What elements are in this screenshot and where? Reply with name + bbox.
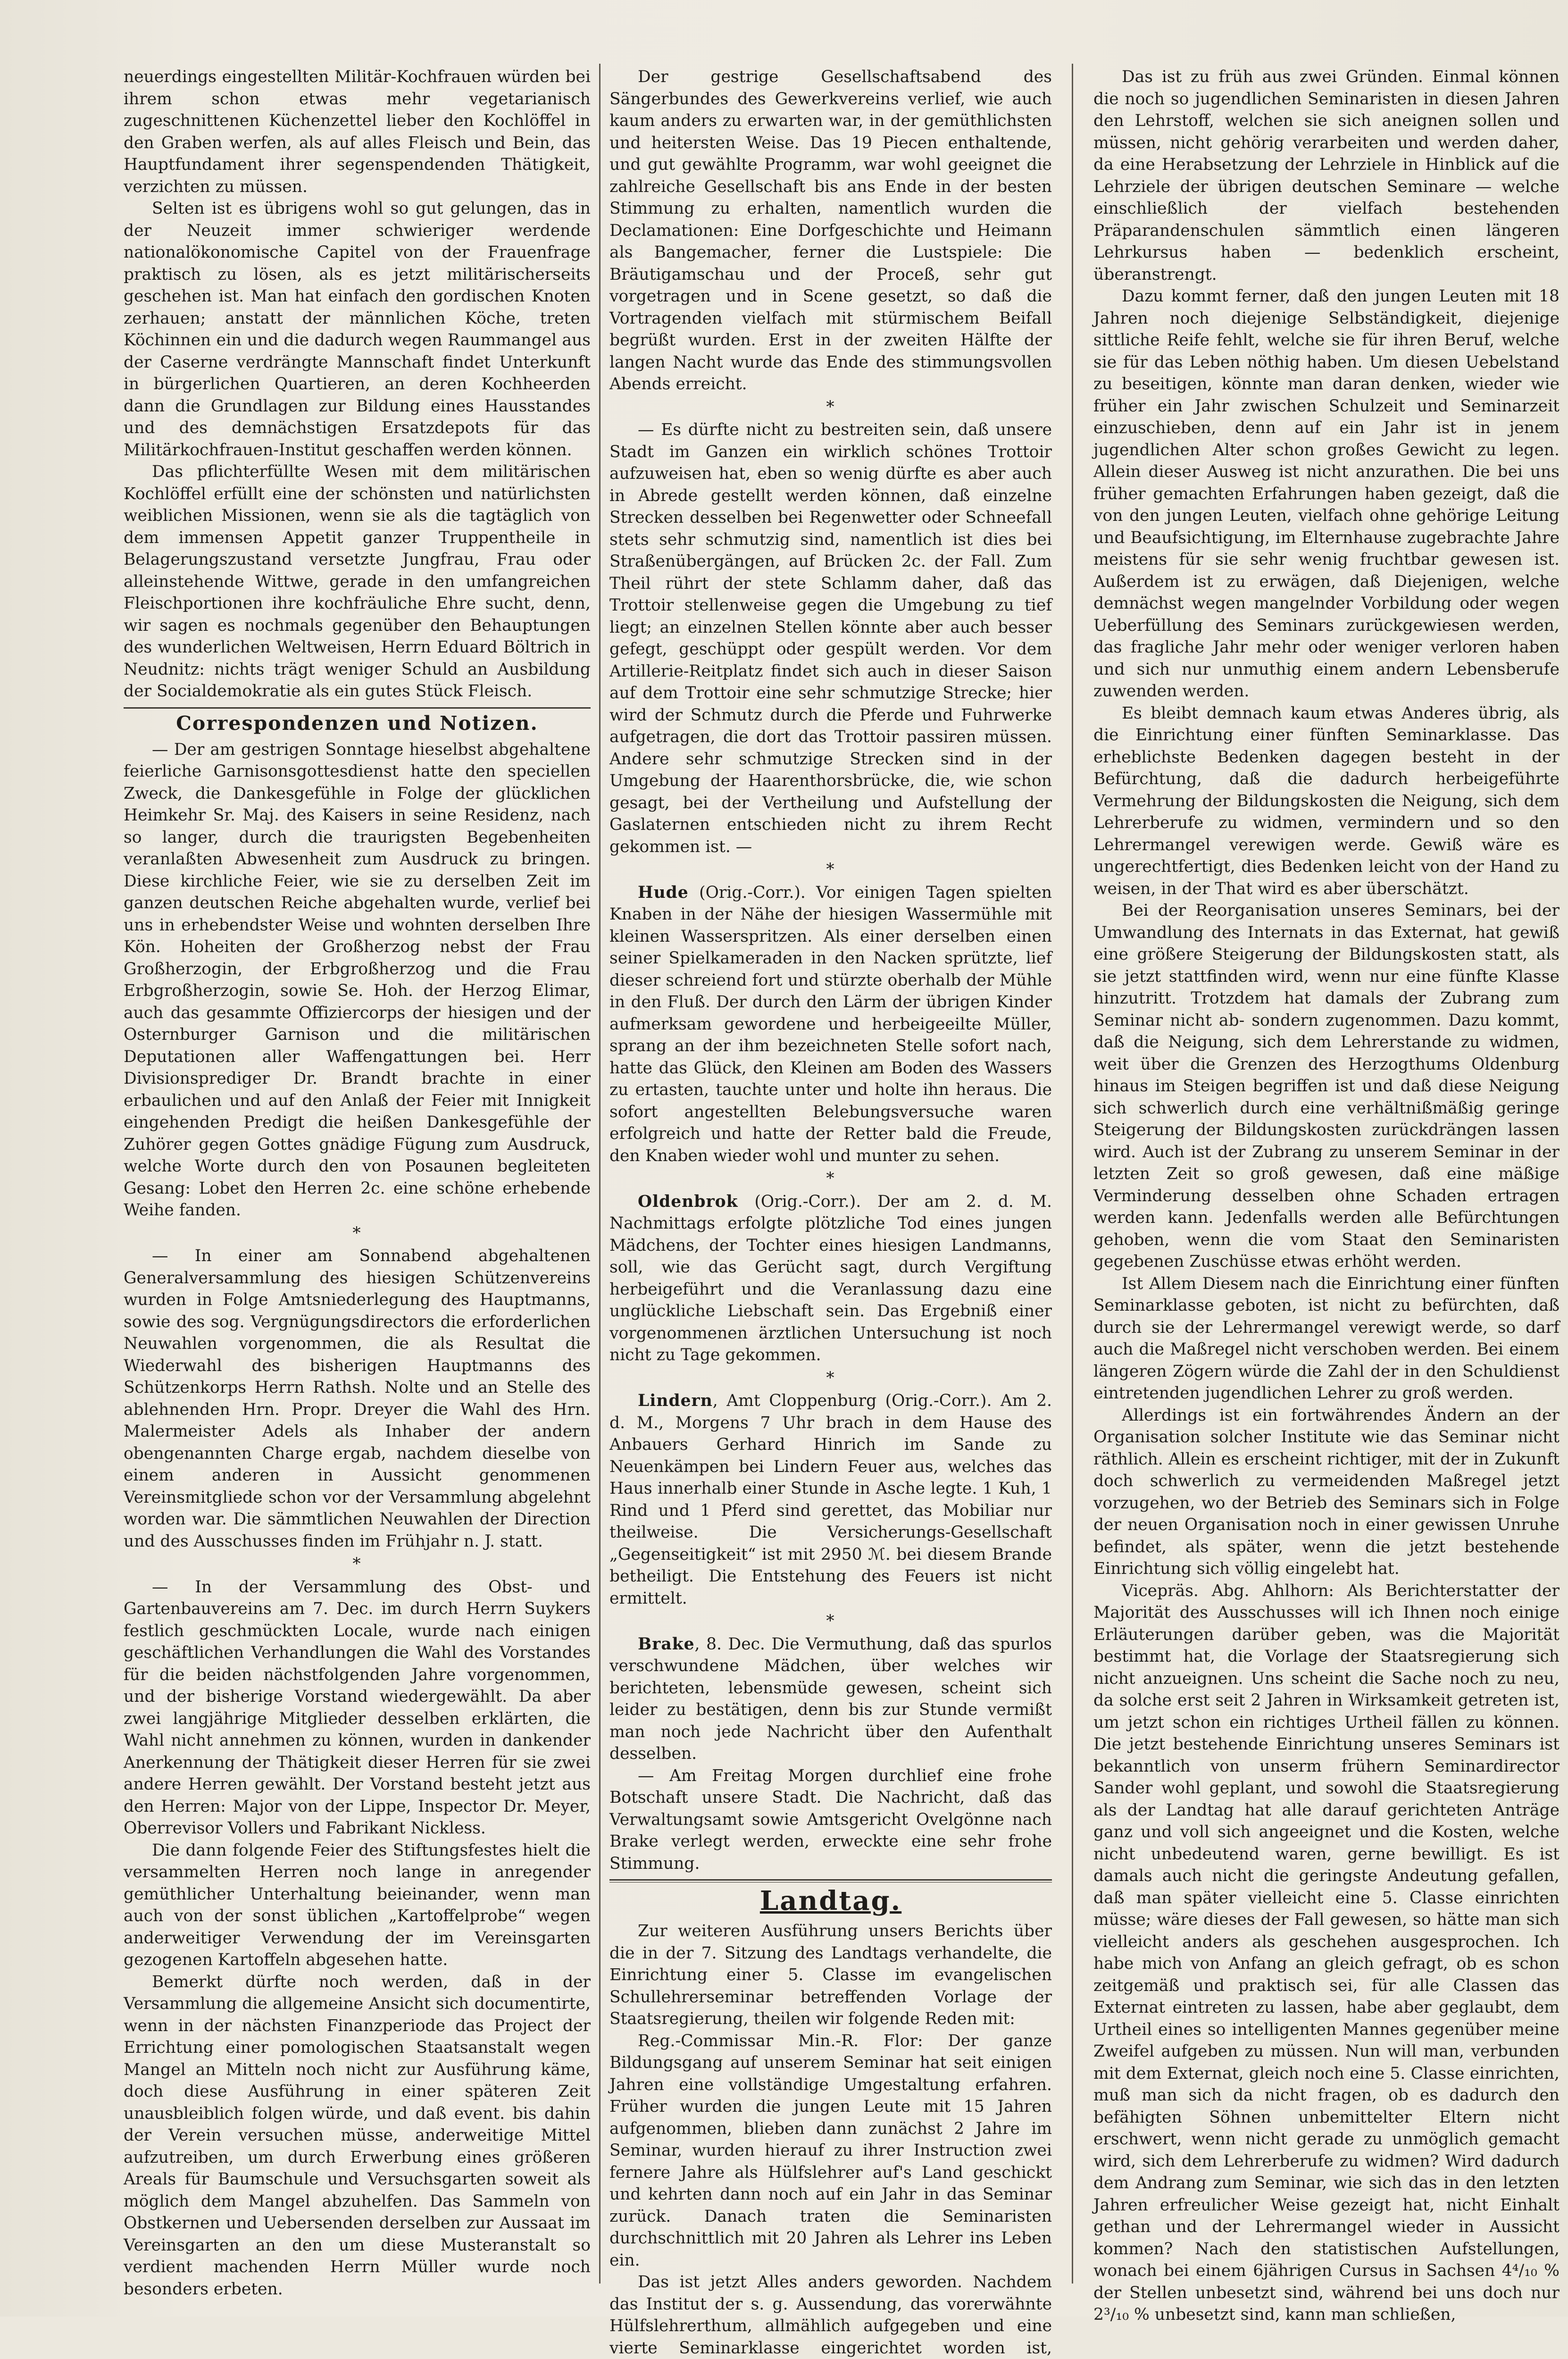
- section-heading: Correspondenzen und Notizen.: [176, 711, 538, 735]
- article-paragraph: Ist Allem Diesem nach die Einrichtung einer fünften Seminarklasse geboten, ist nicht zu befürchten, daß durch sie der Lehrermangel verewigt werde, so darf auch die Maßregel nicht verschoben werden. Bei einem längeren Zögern würde die Zahl der in den Schuldienst eintretenden jugendlichen Lehrer zu groß werden.: [1093, 1274, 1560, 1403]
- separator-asterisk: *: [826, 1612, 835, 1631]
- dateline-place: Hude: [638, 883, 689, 902]
- section-divider: [124, 707, 591, 709]
- article-paragraph: Dazu kommt ferner, daß den jungen Leuten mit 18 Jahren noch diejenige Selbständigkeit, diejenige sittliche Reife fehlt, welche sie für ihren Beruf, welche sie für das Leben nöthig haben. Um diesen Uebelstand zu beseitigen, könnte man daran denken, wieder wie früher ein Jahr zwischen Schulzeit und Seminarzeit einzuschieben, denn auf ein Jahr ist in jenem jugendlichen Alter schon großes Gewicht zu legen. Allein dieser Ausweg ist nicht anzurathen. Die bei uns früher gemachten Erfahrungen haben gezeigt, daß die von den jungen Leuten, vielfach ohne gehörige Leitung und Beaufsichtigung, im Elternhause zugebrachte Jahre meistens für sie sehr wenig fruchtbar gewesen ist. Außerdem ist zu erwägen, daß Diejenigen, welche demnächst wegen mangelnder Vorbildung oder wegen Ueberfüllung des Seminars zurückgewiesen werden, das fragliche Jahr mehr oder weniger verloren haben und sich nur unmuthig einem andern Lebensberufe zuwenden werden.: [1093, 287, 1560, 701]
- article-paragraph: Vicepräs. Abg. Ahlhorn: Als Berichterstatter der Majorität des Ausschusses will ich Ihnen noch einige Erläuterungen darüber geben, was die Majorität bestimmt hat, die Vorlage der Staatsregierung sich nicht anzueignen. Uns scheint die Sache noch zu neu, da solche erst seit 2 Jahren in Wirksamkeit getreten ist, um jetzt schon ein richtiges Urtheil fällen zu können. Die jetzt bestehende Einrichtung unseres Seminars ist bekanntlich von unserm frühern Seminardirector Sander wohl geplant, und sowohl die Staatsregierung als der Landtag hat alle darauf gerichteten Anträge ganz und voll sich angeeignet und die Kosten, welche nicht unbedeutend waren, gerne bewilligt. Es ist damals auch nicht die geringste Andeutung gefallen, daß man später vielleicht eine 5. Classe einrichten müsse; wäre dieses der Fall gewesen, so hätte man sich vielleicht anders als geschehen ausgesprochen. Ich habe mich von Anfang an gleich gefragt, ob es schon zeitgemäß und praktisch sei, für alle Classen das Externat eintreten zu lassen, habe aber geglaubt, dem Urtheil eines so intelligenten Mannes gegenüber meine Zweifel aufgeben zu müssen. Nun will man, verbunden mit dem Externat, gleich noch eine 5. Classe einrichten, muß man sich da nicht fragen, ob es dadurch den befähigten Söhnen unbemittelter Eltern nicht erschwert, wenn nicht gerade zu unmöglich gemacht wird, sich dem Lehrerberufe zu widmen? Wird dadurch dem Andrang zum Seminar, wie sich das in den letzten Jahren erfreulicher Weise gezeigt hat, nicht Einhalt gethan und der Lehrermangel wieder in Aussicht kommen? Nach den statistischen Aufstellungen, wonach bei einem 6jährigen Cursus in Sachsen 4⁴/₁₀ % der Stellen unbesetzt sind, während bei uns doch nur 2³/₁₀ % unbesetzt sind, kann man schließen,: [1093, 1581, 1560, 2324]
- separator-asterisk: *: [826, 397, 835, 417]
- column-rule-left: [599, 64, 601, 2284]
- separator-asterisk: *: [826, 1169, 835, 1188]
- dateline-place: Brake: [638, 1634, 695, 1654]
- column-rule-right: [1072, 64, 1073, 2284]
- dateline-place: Lindern: [638, 1391, 713, 1410]
- news-item: — Am Freitag Morgen durchlief eine frohe Botschaft unsere Stadt. Die Nachricht, daß das Verwaltungsamt sowie Amtsgericht Ovelgönne nach Brake verlegt werden, erweckte eine sehr frohe Stimmung.: [609, 1766, 1052, 1873]
- column-left: [124, 66, 591, 2299]
- news-item: — Der am gestrigen Sonntage hieselbst abgehaltene feierliche Garnisonsgottesdienst hatte den speciellen Zweck, die Dankesgefühle in Folge der glücklichen Heimkehr Sr. Maj. des Kaisers in seine Residenz, nach so langer, durch die traurigsten Begebenheiten veranlaßten Abwesenheit zum Ausdruck zu bringen. Diese kirchliche Feier, wie sie zu derselben Zeit im ganzen deutschen Reiche abgehalten wurde, verlief bei uns in erhebendster Weise und wohnten derselben Ihre Kön. Hoheiten der Großherzog nebst der Frau Großherzogin, der Erbgroßherzog und die Frau Erbgroßherzogin, sowie Se. Hoh. der Herzog Elimar, auch das gesammte Offiziercorps der hiesigen und der Osternburger Garnison und die militärischen Deputationen aller Waffengattungen bei. Herr Divisionsprediger Dr. Brandt brachte in einer erbaulichen und auf den Anlaß der Feier mit Innigkeit eingehenden Predigt die heißen Dankesgefühle der Zuhörer gegen Gottes gnädige Fügung zum Ausdruck, welche Worte durch den von Posaunen begleiteten Gesang: Lobet den Herren 2c. eine schöne erhebende Weihe fanden.: [124, 740, 591, 1220]
- news-item: — Es dürfte nicht zu bestreiten sein, daß unsere Stadt im Ganzen ein wirklich schönes Trottoir aufzuweisen hat, eben so wenig dürfte es aber auch in Abrede gestellt werden können, daß einzelne Strecken desselben bei Regenwetter oder Schneefall stets sehr schmutzig sind, namentlich ist dies bei Straßenübergängen, auf Brücken 2c. der Fall. Zum Theil rührt der stete Schlamm daher, daß das Trottoir stellenweise gegen die Umgebung zu tief liegt; an einzelnen Stellen könnte aber auch besser gefegt, geschüppt oder gespült werden. Vor dem Artillerie-Reitplatz findet sich auch in dieser Saison auf dem Trottoir eine sehr schmutzige Strecke; hier wird der Schmutz durch die Pferde und Fuhrwerke aufgetragen, die dort das Trottoir passiren müssen. Andere sehr schmutzige Strecken sind in der Umgebung der Haarenthorsbrücke, die, wie schon gesagt, bei der Vertheilung und Aufstellung der Gaslaternen entschieden nicht zu ihrem Recht gekommen ist. —: [609, 420, 1052, 856]
- news-item: Die dann folgende Feier des Stiftungsfestes hielt die versammelten Herren noch lange in anregender gemüthlicher Unterhaltung beieinander, wenn man auch von der sonst üblichen „Kartoffelprobe“ wegen anderweitiger Verwendung der im Vereinsgarten gezogenen Kartoffeln abgesehen hatte.: [124, 1840, 591, 1969]
- news-item: Bemerkt dürfte noch werden, daß in der Versammlung die allgemeine Ansicht sich documentirte, wenn in der nächsten Finanzperiode das Project der Errichtung einer pomologischen Staatsanstalt wegen Mangel an Mitteln noch nicht zur Ausführung käme, doch diese Ausführung in einer späteren Zeit unausbleiblich folgen würde, und daß event. bis dahin der Verein versuchen müsse, anderweitige Mittel aufzutreiben, um durch Erwerbung eines größeren Areals für Baumschule und Versuchsgarten soweit als möglich dem Mangel abzuhelfen. Das Sammeln von Obstkernen und Uebersenden derselben zur Aussaat im Vereinsgarten an den um diese Musteranstalt so verdient machenden Herrn Müller wurde noch besonders erbeten.: [124, 1972, 591, 2299]
- article-paragraph: neuerdings eingestellten Militär-Kochfrauen würden bei ihrem schon etwas mehr vegetarianisch zugeschnittenen Küchenzettel lieber den Kochlöffel in den Graben werfen, als auf alles Fleisch und Bein, das Hauptfundament ihrer segenspendenden Thätigkeit, verzichten zu müssen.: [124, 67, 591, 196]
- news-item: — In einer am Sonnabend abgehaltenen Generalversammlung des hiesigen Schützenvereins wurden in Folge Amtsniederlegung des Hauptmanns, sowie des sog. Vergnügungsdirectors die erforderlichen Neuwahlen vorgenommen, die als Resultat die Wiederwahl des bisherigen Hauptmanns des Schützenkorps Herrn Rathsh. Nolte und an Stelle des ablehnenden Hrn. Propr. Dreyer die Wahl des Hrn. Malermeister Adels als Inhaber der andern obengenannten Charge ergab, nachdem dieselbe von einem anderen in Aussicht genommenen Vereinsmitgliede schon vor der Versammlung abgelehnt worden war. Die sämmtlichen Neuwahlen der Direction und des Ausschusses finden im Frühjahr n. J. statt.: [124, 1246, 591, 1551]
- news-item: — In der Versammlung des Obst- und Gartenbauvereins am 7. Dec. im durch Herrn Suykers festlich geschmückten Locale, wurde nach einigen geschäftlichen Verhandlungen die Wahl des Vorstandes für die beiden nächstfolgenden Jahre vorgenommen, und der bisherige Vorstand wiedergewählt. Da aber zwei langjährige Mitglieder desselben erklärten, die Wahl nicht annehmen zu können, wurden in dankender Anerkennung der Thätigkeit dieser Herren für sie zwei andere Herren gewählt. Der Vorstand besteht jetzt aus den Herren: Major von der Lippe, Inspector Dr. Meyer, Oberrevisor Vollers und Fabrikant Nickless.: [124, 1577, 591, 1838]
- separator-asterisk: *: [826, 1368, 835, 1388]
- column-right: [1093, 66, 1560, 2324]
- news-text: , Amt Cloppenburg (Orig.-Corr.). Am 2. d. M., Morgens 7 Uhr brach in dem Hause des Anbauers Gerhard Hinrich im Sande zu Neuenkämpen bei Lindern Feuer aus, welches das Haus innerhalb einer Stunde in Asche legte. 1 Kuh, 1 Rind und 1 Pferd sind gerettet, das Mobiliar nur theilweise. Die Versicherungs-Gesellschaft „Gegenseitigkeit“ ist mit 2950 ℳ. bei diesem Brande betheiligt. Die Entstehung des Feuers ist nicht ermittelt.: [609, 1391, 1052, 1608]
- article-paragraph: Es bleibt demnach kaum etwas Anderes übrig, als die Einrichtung einer fünften Seminarklasse. Das erheblichste Bedenken dagegen besteht in der Befürchtung, daß die dadurch herbeigeführte Vermehrung der Bildungskosten die Neigung, sich dem Lehrerberufe zu widmen, vermindern und so den Lehrermangel verewigen werde. Gewiß wäre es ungerechtfertigt, dies Bedenken leicht von der Hand zu weisen, in der That wird es aber überschätzt.: [1093, 703, 1560, 898]
- article-paragraph: Das pflichterfüllte Wesen mit dem militärischen Kochlöffel erfüllt eine der schönsten und natürlichsten weiblichen Missionen, wenn sie als die tagtäglich von dem immensen Appetit ganzer Truppentheile in Belagerungszustand versetzte Jungfrau, Frau oder alleinstehende Wittwe, gerade in den umfangreichen Fleischportionen ihre kochfräuliche Ehre sucht, denn, wir sagen es nochmals gegenüber den Behauptungen des wunderlichen Weltweisen, Herrn Eduard Böltrich in Neudnitz: nichts trägt weniger Schuld an Ausbildung der Socialdemokratie als ein gutes Stück Fleisch.: [124, 462, 591, 701]
- news-item-brake: [609, 1633, 1052, 1765]
- dateline-place: Oldenbrok: [638, 1192, 738, 1211]
- news-item-lindern: [609, 1390, 1052, 1609]
- separator-asterisk: *: [352, 1555, 362, 1573]
- article-paragraph: Das ist zu früh aus zwei Gründen. Einmal können die noch so jugendlichen Seminaristen in diesen Jahren den Lehrstoff, welchen sie sich aneignen sollen und müssen, nicht gehörig verarbeiten und werden daher, da eine Herabsetzung der Lehrziele in Hinblick auf die Lehrziele der übrigen deutschen Seminare — welche einschließlich der vielfach bestehenden Präparandenschulen sämmtlich einen längeren Lehrkursus haben — bedenklich erscheint, überanstrengt.: [1093, 67, 1560, 284]
- section-divider: [609, 1879, 1052, 1882]
- news-item-hude: [609, 882, 1052, 1167]
- news-item: Der gestrige Gesellschaftsabend des Sängerbundes des Gewerkvereins verlief, wie auch kaum anders zu erwarten war, in der gemüthlichsten und heitersten Weise. Das 19 Piecen enthaltende, und gut gewählte Programm, war wohl geeignet die zahlreiche Gesellschaft bis ans Ende in der besten Stimmung zu erhalten, namentlich wurden die Declamationen: Eine Dorfgeschichte und Heimann als Bangemacher, ferner die Lustspiele: Die Bräutigamschau und der Proceß, sehr gut vorgetragen und in Scene gesetzt, so daß die Vortragenden vielfach mit stürmischem Beifall begrüßt wurden. Erst in der zweiten Hälfte der langen Nacht wurde das Ende des stimmungsvollen Abends erreicht.: [609, 67, 1052, 393]
- article-paragraph: Zur weiteren Ausführung unsers Berichts über die in der 7. Sitzung des Landtags verhandelte, die Einrichtung einer 5. Classe im evangelischen Schullehrerseminar betreffenden Vorlage der Staatsregierung, theilen wir folgende Reden mit:: [609, 1922, 1052, 2028]
- article-paragraph: Bei der Reorganisation unseres Seminars, bei der Umwandlung des Internats in das Externat, hat gewiß eine größere Steigerung der Bildungskosten statt, als sie jetzt stattfinden wird, wenn nur eine fünfte Klasse hinzutritt. Trotzdem hat damals der Zubrang zum Seminar nicht ab- sondern zugenommen. Dazu kommt, daß die Neigung, sich dem Lehrerstande zu widmen, weit über die Grenzen des Herzogthums Oldenburg hinaus im Steigen begriffen ist und daß diese Neigung sich schwerlich durch eine verhältnißmäßig geringe Steigerung der Bildungskosten zurückdrängen lassen wird. Auch ist der Zubrang zu unserem Seminar in der letzten Zeit so groß gewesen, daß eine mäßige Verminderung desselben ohne Schaden ertragen werden kann. Jedenfalls werden alle Befürchtungen gehoben, wenn die vom Staat den Seminaristen gegebenen Zuschüsse etwas erhöht werden.: [1093, 901, 1560, 1271]
- separator-asterisk: *: [352, 1223, 362, 1243]
- article-paragraph: Allerdings ist ein fortwährendes Ändern an der Organisation solcher Institute wie das Seminar nicht räthlich. Allein es erscheint richtiger, mit der in Zukunft doch schwerlich zu vermeidenden Maßregel jetzt vorzugehen, wo der Betrieb des Seminars sich in Folge der neuen Organisation noch in einer gewissen Unruhe befindet, als später, wenn die jetzt bestehende Einrichtung sich völlig eingelebt hat.: [1093, 1405, 1560, 1578]
- news-text: , 8. Dec. Die Vermuthung, daß das spurlos verschwundene Mädchen, über welches wir berichteten, lebensmüde gewesen, scheint sich leider zu bestätigen, denn bis zur Stunde vermißt man noch jede Nachricht über den Aufenthalt desselben.: [609, 1634, 1052, 1763]
- column-middle: [609, 66, 1052, 2358]
- news-text: (Orig.-Corr.). Vor einigen Tagen spielten Knaben in der Nähe der hiesigen Wassermühle mit kleinen Wasserspritzen. Als einer derselben einen seiner Spielkameraden in den Nacken sprützte, lief dieser schreiend fort und stürzte oberhalb der Mühle in den Fluß. Der durch den Lärm der übrigen Kinder aufmerksam gewordene und herbeigeeilte Müller, sprang an der ihm bezeichneten Stelle sofort nach, hatte das Glück, den Kleinen am Boden des Wassers zu ertasten, tauchte unter und holte ihn heraus. Die sofort angestellten Belebungsversuche waren erfolgreich und hatte der Retter bald die Freude, den Knaben wieder wohl und munter zu sehen.: [609, 883, 1052, 1165]
- article-paragraph: Reg.-Commissar Min.-R. Flor: Der ganze Bildungsgang auf unserem Seminar hat seit einigen Jahren eine vollständige Umgestaltung erfahren. Früher wurden die jungen Leute mit 15 Jahren aufgenommen, blieben dann zunächst 2 Jahre im Seminar, wurden hierauf zu ihrer Instruction zwei fernere Jahre als Hülfslehrer auf's Land geschickt und kehrten dann noch auf ein Jahr in das Seminar zurück. Danach traten die Seminaristen durchschnittlich mit 20 Jahren als Lehrer ins Leben ein.: [609, 2031, 1052, 2270]
- article-paragraph: Das ist jetzt Alles anders geworden. Nachdem das Institut der s. g. Aussendung, das vorerwähnte Hülfslehrerthum, allmählich aufgegeben und eine vierte Seminarklasse eingerichtet worden ist,: [609, 2273, 1052, 2358]
- article-paragraph: Selten ist es übrigens wohl so gut gelungen, das in der Neuzeit immer schwieriger werdende nationalökonomische Capitel von der Frauenfrage praktisch zu lösen, als es jetzt militärischerseits geschehen ist. Man hat einfach den gordischen Knoten zerhauen; anstatt der männlichen Köche, treten Köchinnen ein und die dadurch wegen Raummangel aus der Caserne verdrängte Mannschaft findet Unterkunft in bürgerlichen Quartieren, an deren Kochheerden dann die Grundlagen zur Bildung eines Hausstandes und des demnächstigen Ersatzdepots für das Militärkochfrauen-Institut geschaffen werden können.: [124, 199, 591, 460]
- news-item-oldenbrok: [609, 1191, 1052, 1366]
- separator-asterisk: *: [826, 860, 835, 879]
- landtag-heading: Landtag.: [759, 1885, 902, 1916]
- news-text: (Orig.-Corr.). Der am 2. d. M. Nachmittags erfolgte plötzliche Tod eines jungen Mädchens, der Tochter eines hiesigen Landmanns, soll, wie das Gerücht sagt, durch Vergiftung herbeigeführt und die Veranlassung dazu eine unglückliche Liebschaft sein. Das Ergebniß einer vorgenommenen ärztlichen Untersuchung ist noch nicht zu Tage gekommen.: [609, 1192, 1052, 1364]
